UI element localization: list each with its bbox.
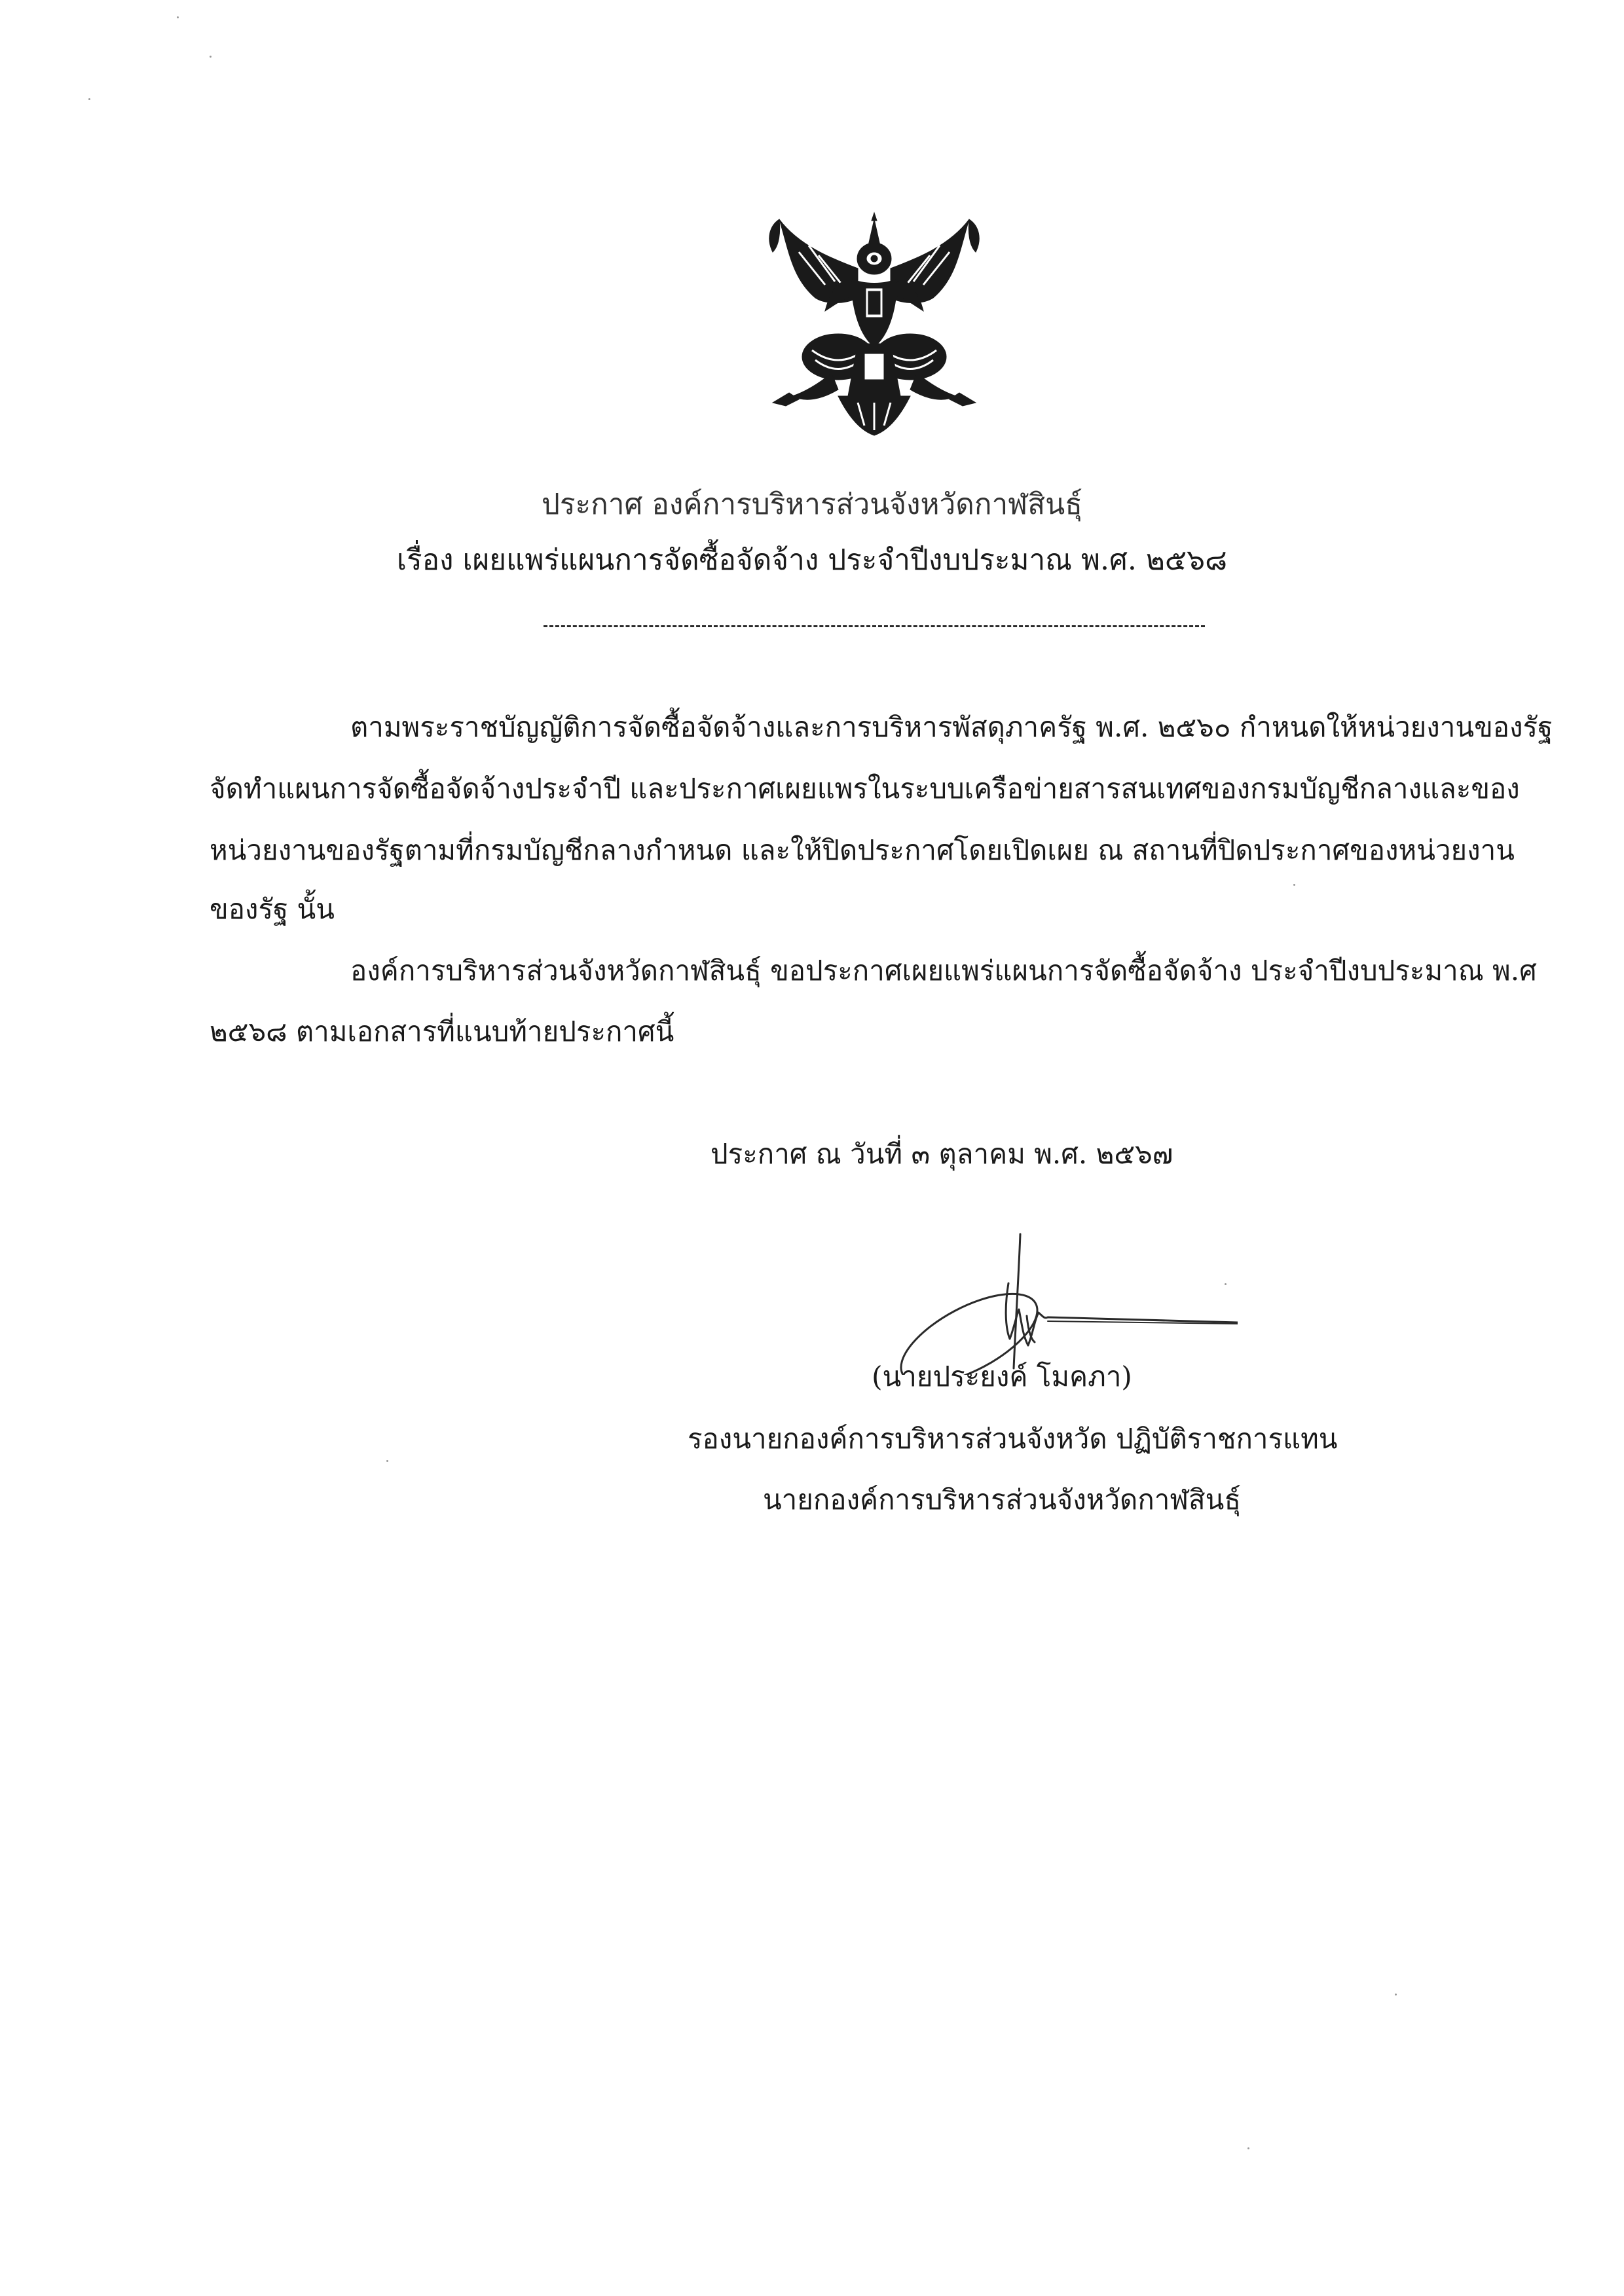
- scan-speck: [88, 98, 90, 100]
- scan-speck: [1247, 2147, 1249, 2149]
- scan-speck: [386, 1460, 388, 1462]
- paragraph1-line: หน่วยงานของรัฐตามที่กรมบัญชีกลางกำหนด และให้ปิดประกาศโดยเปิดเผย ณ สถานที่ปิดประกาศของหน่วยงาน: [210, 834, 1515, 866]
- signer-name: (นายประยงค์ โมคภา): [872, 1360, 1132, 1393]
- paragraph1-line: ตามพระราชบัญญัติการจัดซื้อจัดจ้างและการบริหารพัสดุภาครัฐ พ.ศ. ๒๕๖๐ กำหนดให้หน่วยงานของรัฐ: [350, 711, 1553, 743]
- separator-line: [544, 625, 1205, 627]
- signer-position-2: นายกองค์การบริหารส่วนจังหวัดกาฬสินธุ์: [762, 1484, 1242, 1516]
- signer-position: รองนายกองค์การบริหารส่วนจังหวัด ปฏิบัติราชการแทน: [688, 1423, 1338, 1455]
- scan-speck: [1293, 884, 1295, 886]
- scan-speck: [1225, 1283, 1227, 1285]
- paragraph1-line: ของรัฐ นั้น: [210, 893, 335, 925]
- scan-speck: [177, 16, 179, 18]
- paragraph1-line: จัดทำแผนการจัดซื้อจัดจ้างประจำปี และประกาศเผยแพรในระบบเครือข่ายสารสนเทศของกรมบัญชีกลางและของ: [210, 773, 1520, 805]
- paragraph2-line: ๒๕๖๘ ตามเอกสารที่แนบท้ายประกาศนี้: [210, 1015, 674, 1048]
- announcement-title: ประกาศ องค์การบริหารส่วนจังหวัดกาฬสินธุ์: [541, 488, 1083, 521]
- garuda-emblem-icon: [753, 206, 995, 439]
- announcement-date: ประกาศ ณ วันที่ ๓ ตุลาคม พ.ศ. ๒๕๖๗: [710, 1138, 1173, 1170]
- scan-speck: [1395, 1994, 1397, 1995]
- handwritten-signature-icon: [871, 1205, 1238, 1375]
- announcement-subject: เรื่อง เผยแพร่แผนการจัดซื้อจัดจ้าง ประจำปีงบประมาณ พ.ศ. ๒๕๖๘: [396, 543, 1228, 577]
- scan-speck: [210, 56, 212, 58]
- paragraph2-line: องค์การบริหารส่วนจังหวัดกาฬสินธุ์ ขอประกาศเผยแพร่แผนการจัดซื้อจัดจ้าง ประจำปีงบประมาณ พ.ศ: [350, 955, 1537, 987]
